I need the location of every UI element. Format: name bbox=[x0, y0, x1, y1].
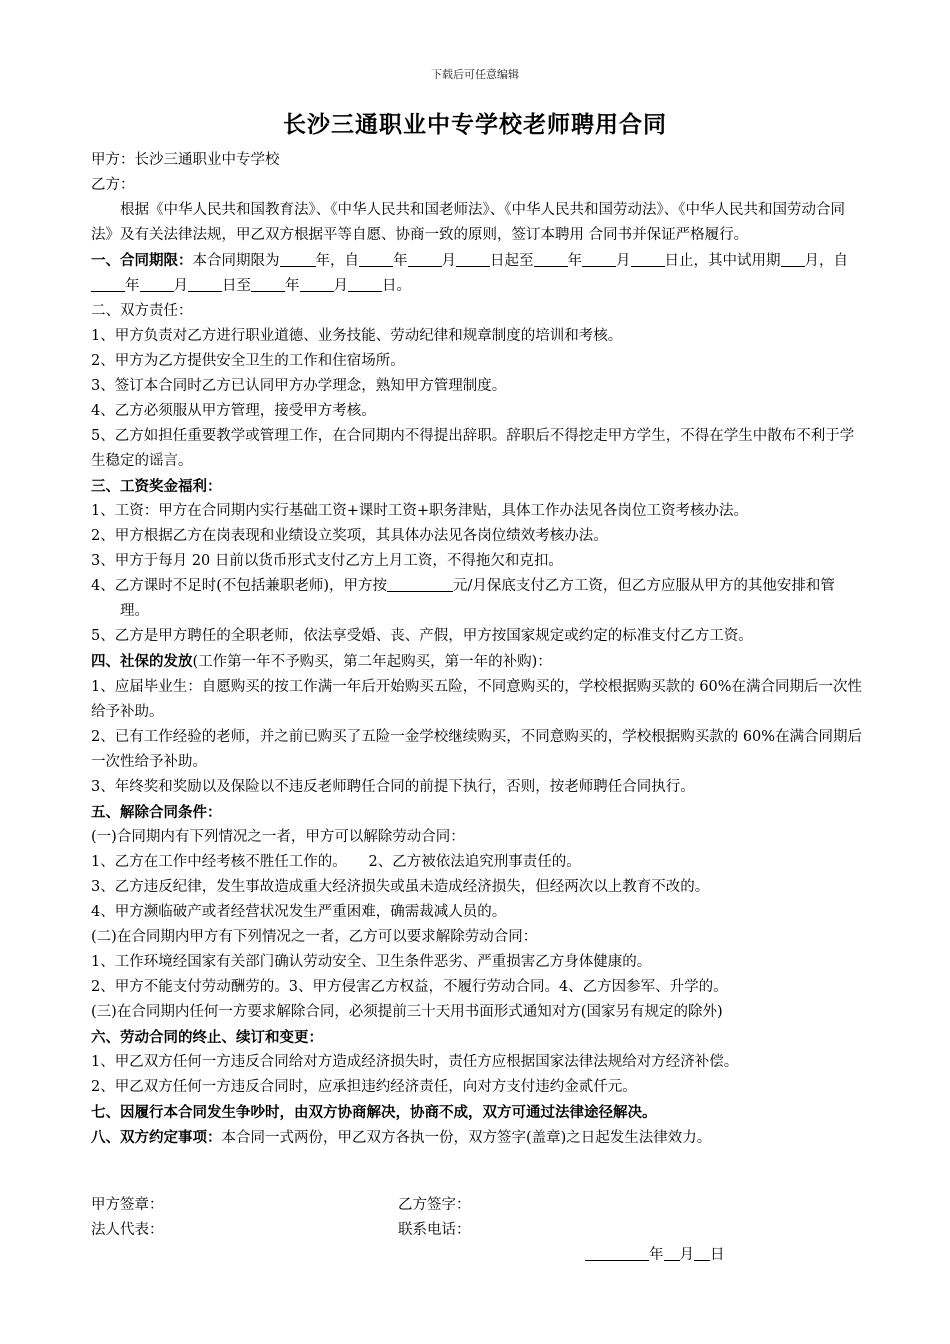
blank-field[interactable] bbox=[188, 275, 222, 292]
preamble-paragraph: 根据《中华人民共和国教育法》、《中华人民共和国老师法》、《中华人民共和国劳动法》、《中华人民共和国劳动合同法》及有关法律法规，甲乙双方根据平等自愿、协商一致的原则，签订本聘用 合同书并保证严格履行。 bbox=[91, 202, 845, 243]
contact-phone-label: 联系电话： bbox=[398, 1222, 471, 1238]
list-item: 1、工资：甲方在合同期内实行基础工资+课时工资+职务津贴，具体工作办法见各岗位工资考核办法。 bbox=[91, 503, 749, 519]
list-item: 2、甲方根据乙方在岗表现和业绩设立奖项，其具体办法见各岗位绩效考核办法。 bbox=[91, 528, 608, 544]
section-8-line bbox=[91, 1125, 863, 1151]
section-7-heading: 七、因履行本合同发生争吵时，由双方协商解决，协商不成，双方可通过法律途径解决。 bbox=[91, 1104, 657, 1121]
blank-field[interactable] bbox=[300, 275, 334, 292]
section-8-text: 本合同一式两份，甲乙双方各执一份，双方签字(盖章)之日起发生法律效力。 bbox=[221, 1130, 712, 1146]
list-item: 4、乙方必须服从甲方管理，接受甲方考核。 bbox=[91, 403, 376, 419]
blank-field[interactable] bbox=[456, 250, 490, 267]
date-line: 年 月 日 bbox=[585, 1243, 725, 1264]
list-item: 2、甲方不能支付劳动酬劳的。3、甲方侵害乙方权益，不履行劳动合同。4、乙方因参军、升学的。 bbox=[91, 979, 728, 995]
blank-field[interactable] bbox=[359, 250, 393, 267]
list-item: 2、甲乙双方任何一方违反合同时，应承担违约经济责任，向对方支付违约金贰仟元。 bbox=[91, 1079, 637, 1095]
section-6-heading: 六、劳动合同的终止、续订和变更： bbox=[91, 1029, 323, 1046]
contract-body bbox=[91, 148, 863, 1151]
list-item: (二)在合同期内甲方有下列情况之一者，乙方可以要求解除劳动合同： bbox=[91, 929, 538, 945]
list-item: 5、乙方如担任重要教学或管理工作，在合同期内不得提出辞职。辞职后不得挖走甲方学生，不得在学生中散布不利于学生稳定的谣言。 bbox=[91, 428, 855, 469]
list-item: 3、乙方违反纪律，发生事故造成重大经济损失或虽未造成经济损失，但经两次以上教育不改的。 bbox=[91, 879, 710, 895]
list-item: 1、乙方在工作中经考核不胜任工作的。 2、乙方被依法追究刑事责任的。 bbox=[91, 854, 581, 870]
party-b-line: 乙方： bbox=[91, 177, 135, 193]
list-item: 3、年终奖和奖励以及保险以不违反老师聘任合同的前提下执行，否则，按老师聘任合同执行。 bbox=[91, 779, 695, 795]
list-item: 1、应届毕业生：自愿购买的按工作满一年后开始购买五险，不同意购买的，学校根据购买款的 60%在满合同期后一次性给予补助。 bbox=[91, 679, 863, 720]
blank-field[interactable] bbox=[408, 250, 442, 267]
header-note: 下载后可任意编辑 bbox=[431, 68, 519, 81]
section-1-term: 一、合同期限：本合同期限为 年，自 年 月 日起至 年 月 日止，其中试用期 月，自年 月 日至 年 月 日。 bbox=[91, 252, 848, 294]
legal-rep-label: 法人代表： bbox=[91, 1222, 164, 1238]
blank-field[interactable] bbox=[781, 250, 805, 267]
document-title: 长沙三通职业中专学校老师聘用合同 bbox=[283, 111, 667, 138]
party-b-signature-label: 乙方签字： bbox=[398, 1197, 471, 1213]
blank-field[interactable] bbox=[582, 250, 616, 267]
list-item: 1、甲乙双方任何一方违反合同给对方造成经济损失时，责任方应根据国家法律法规给对方经济补偿。 bbox=[91, 1054, 739, 1070]
list-item: 2、甲方为乙方提供安全卫生的工作和住宿场所。 bbox=[91, 353, 405, 369]
blank-field[interactable] bbox=[91, 275, 125, 292]
party-a-signature-label: 甲方签章： bbox=[91, 1197, 164, 1213]
blank-field[interactable] bbox=[631, 250, 665, 267]
signature-block bbox=[91, 1193, 863, 1243]
month-blank[interactable] bbox=[664, 1244, 680, 1261]
section-3-heading: 三、工资奖金福利： bbox=[91, 478, 222, 495]
section-8-heading: 八、双方约定事项： bbox=[91, 1129, 222, 1146]
blank-field[interactable] bbox=[387, 575, 453, 592]
signature-row-1 bbox=[91, 1193, 863, 1218]
blank-field[interactable] bbox=[251, 275, 285, 292]
section-2-heading: 二、双方责任： bbox=[91, 303, 193, 319]
list-item: 1、工作环境经国家有关部门确认劳动安全、卫生条件恶劣、严重损害乙方身体健康的。 bbox=[91, 954, 652, 970]
list-item: 3、签订本合同时乙方已认同甲方办学理念，熟知甲方管理制度。 bbox=[91, 378, 507, 394]
section-4-heading: 四、社保的发放 bbox=[91, 653, 193, 670]
list-item: (一)合同期内有下列情况之一者，甲方可以解除劳动合同： bbox=[91, 829, 465, 845]
list-item: 3、甲方于每月 20 日前以货币形式支付乙方上月工资，不得拖欠和克扣。 bbox=[91, 553, 563, 569]
list-item: 2、已有工作经验的老师，并之前已购买了五险一金学校继续购买，不同意购买的，学校根据购买款的 60%在满合同期后一次性给予补助。 bbox=[91, 729, 863, 770]
section-4-note: (工作第一年不予购买，第二年起购买，第一年的补购)： bbox=[192, 654, 552, 670]
section-1-heading: 一、合同期限： bbox=[91, 252, 193, 269]
party-a-line: 甲方：长沙三通职业中专学校 bbox=[91, 152, 280, 168]
blank-field[interactable] bbox=[534, 250, 568, 267]
list-item: 4、甲方濒临破产或者经营状况发生严重困难，确需裁减人员的。 bbox=[91, 904, 507, 920]
year-blank[interactable] bbox=[585, 1244, 649, 1261]
blank-field[interactable] bbox=[280, 250, 316, 267]
signature-row-2 bbox=[91, 1218, 863, 1243]
list-item: 4、乙方课时不足时(不包括兼职老师)，甲方按 元/月保底支付乙方工资，但乙方应服从甲方的其他安排和管理。 bbox=[91, 574, 863, 624]
section-5-heading: 五、解除合同条件： bbox=[91, 804, 222, 821]
day-blank[interactable] bbox=[694, 1244, 710, 1261]
list-item: 5、乙方是甲方聘任的全职老师，依法享受婚、丧、产假，甲方按国家规定或约定的标准支付乙方工资。 bbox=[91, 628, 753, 644]
list-item: 1、甲方负责对乙方进行职业道德、业务技能、劳动纪律和规章制度的培训和考核。 bbox=[91, 328, 623, 344]
blank-field[interactable] bbox=[140, 275, 174, 292]
section-4-line bbox=[91, 649, 863, 675]
blank-field[interactable] bbox=[348, 275, 382, 292]
list-item: (三)在合同期内任何一方要求解除合同，必须提前三十天用书面形式通知对方(国家另有规定的除外) bbox=[91, 1004, 723, 1020]
